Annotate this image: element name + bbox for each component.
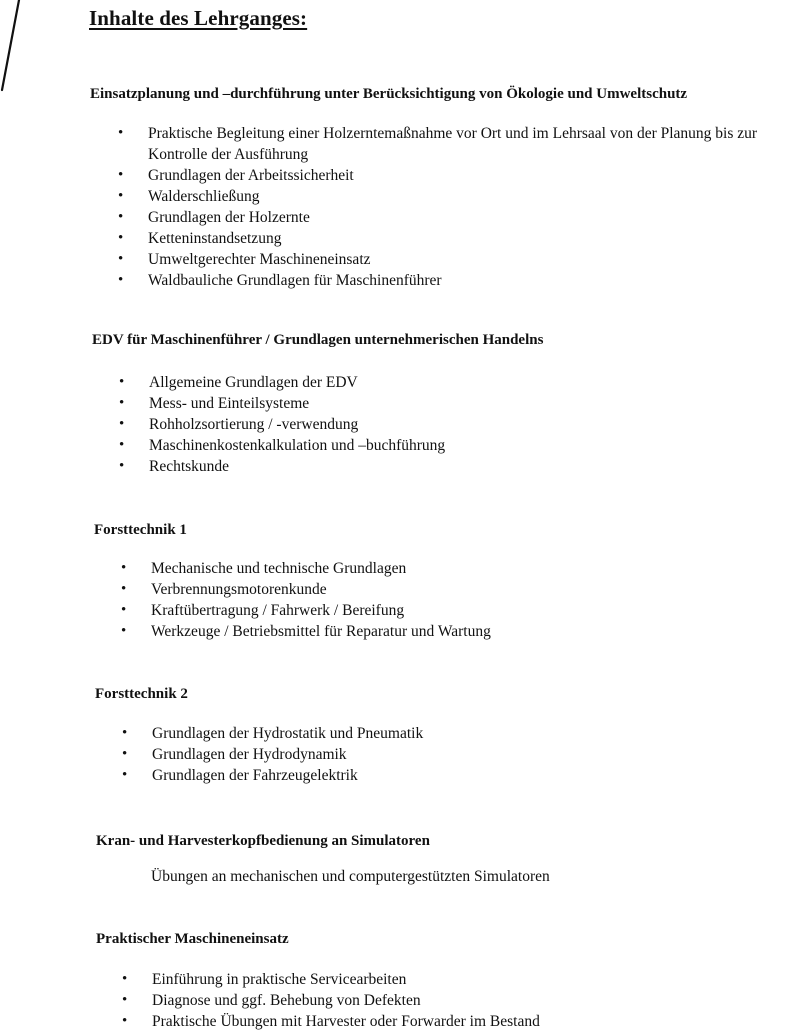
- list-item: • Werkzeuge / Betriebsmittel für Reparatur und Wartung: [121, 621, 721, 642]
- list-item: • Grundlagen der Arbeitssicherheit: [118, 165, 798, 186]
- list-item: • Maschinenkostenkalkulation und –buchführung: [119, 435, 719, 456]
- list-item: • Waldbauliche Grundlagen für Maschinenführer: [118, 270, 798, 291]
- list-item: • Rechtskunde: [119, 456, 719, 477]
- bullet-list: [118, 123, 798, 291]
- list-item: • Mess- und Einteilsysteme: [119, 393, 719, 414]
- section-heading: Kran- und Harvesterkopfbedienung an Simulatoren: [96, 833, 430, 849]
- section-heading: Praktischer Maschineneinsatz: [96, 931, 289, 947]
- pen-stroke-mark: [0, 0, 24, 95]
- section-heading: Forsttechnik 1: [94, 522, 187, 538]
- section-heading: Forsttechnik 2: [95, 686, 188, 702]
- list-item: • Diagnose und ggf. Behebung von Defekten: [122, 990, 722, 1011]
- list-item: • Einführung in praktische Servicearbeiten: [122, 969, 722, 990]
- list-item: • Ketteninstandsetzung: [118, 228, 798, 249]
- bullet-list: [119, 372, 719, 477]
- list-item: • Umweltgerechter Maschineneinsatz: [118, 249, 798, 270]
- list-item: • Grundlagen der Hydrodynamik: [122, 744, 722, 765]
- list-item: • Grundlagen der Fahrzeugelektrik: [122, 765, 722, 786]
- list-item: • Walderschließung: [118, 186, 798, 207]
- bullet-list: [122, 723, 722, 786]
- list-item: • Grundlagen der Holzernte: [118, 207, 798, 228]
- bullet-list: [121, 558, 721, 642]
- section-text: Übungen an mechanischen und computergestützten Simulatoren: [151, 868, 550, 885]
- list-item: • Mechanische und technische Grundlagen: [121, 558, 721, 579]
- document-title: Inhalte des Lehrganges:: [89, 6, 308, 30]
- list-item: • Verbrennungsmotorenkunde: [121, 579, 721, 600]
- list-item: • Praktische Übungen mit Harvester oder Forwarder im Bestand: [122, 1011, 722, 1032]
- section-heading: EDV für Maschinenführer / Grundlagen unternehmerischen Handelns: [92, 332, 544, 348]
- list-item: • Kraftübertragung / Fahrwerk / Bereifung: [121, 600, 721, 621]
- bullet-list: [122, 969, 722, 1032]
- list-item: • Allgemeine Grundlagen der EDV: [119, 372, 719, 393]
- list-item: • Grundlagen der Hydrostatik und Pneumatik: [122, 723, 722, 744]
- list-item: • Praktische Begleitung einer Holzerntemaßnahme vor Ort und im Lehrsaal von der Planung bis zur Kontrolle der Ausführung: [118, 123, 798, 165]
- list-item: • Rohholzsortierung / -verwendung: [119, 414, 719, 435]
- section-heading: Einsatzplanung und –durchführung unter Berücksichtigung von Ökologie und Umweltschutz: [90, 86, 688, 102]
